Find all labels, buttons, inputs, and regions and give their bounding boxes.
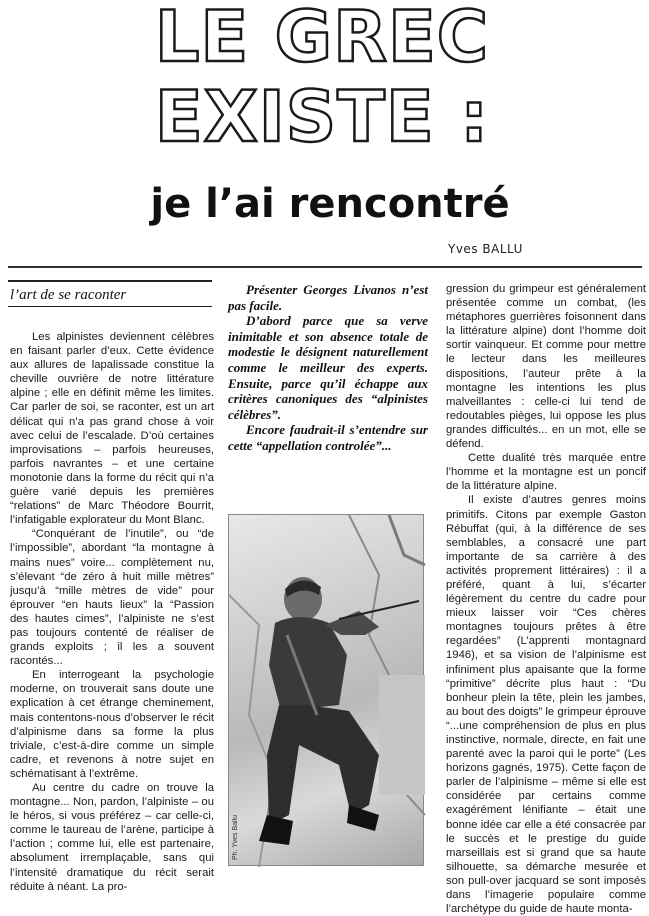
headline-line-1: LE GREC	[154, 0, 490, 78]
paragraph: Cette dualité très marquée entre l’homme et la montagne est un poncif de la littérature alpine.	[446, 452, 646, 493]
headline-line-2: EXISTE :	[154, 76, 490, 158]
article-intro	[228, 282, 428, 454]
paragraph: “Conquérant de l’inutile”, ou “de l’impossible”, abordant “la montagne à mains nues” voire... complètement nu, s’élevant “de zéro à huit mille mètres” jusqu’à “mille mètres de vide” pour éprouver “en hauts lieux” la “Passion des hautes cimes”, l’alpiniste ne s’est pas toujours contenté de réaliser de grands exploits ; il les a souvent racontés...	[10, 528, 214, 668]
paragraph: Il existe d’autres genres moins primitifs. Citons par exemple Gaston Rébuffat (qui, à la différence de ses semblables, a consacré une part importante de sa carrière à des activités proprement littéraires) : il a préféré, quant à lui, s’écarter légèrement du centre du cadre pour mieux laisser voir “Ces chères montagnes toujours prêtes à être regardées” (L’apprenti montagnard 1946), et sa vision de l’alpinisme est infiniment plus apaisante que la forme “primitive” décrite plus haut : “Du bonheur plein la tête, plein les jambes, au bout des doigts” le grimpeur éprouve “...une compréhension de plus en plus instinctive, normale, directe, en fait une parenté avec la paroi qui le porte” (Les horizons gagnés, 1975). Cette façon de parler de l’alpinisme – même si elle est considérée par certains comme exagérément lénifiante – était une bonne idée car elle a été consacrée par le succès et le prestige du guide marseillais est si grand que sa haute silhouette, sa démarche mesurée et son pull-over jacquard se sont imposés dans l’imagerie populaire comme l’archétype du guide de haute monta-	[446, 494, 646, 916]
author-byline: Yves BALLU	[448, 242, 523, 256]
subtitle: je l’ai rencontré	[150, 181, 510, 227]
intro-paragraph: D’abord parce que sa verve inimitable et son absence totale de modestie le désignent naturellement comme le meilleur des experts. Ensuite, parce qu’il échappe aux critères canoniques des “alpinistes célèbres”.	[228, 313, 428, 422]
section-rule-top	[8, 280, 212, 282]
paragraph: gression du grimpeur est généralement présentée comme un combat, (les métaphores guerrières foisonnent dans la littérature alpine) dont l’homme doit sortir vainqueur. Et comme pour mettre le lecteur dans les meilleures dispositions, l’auteur prête à la montagne les intentions les plus malveillantes : celle-ci lui tend de redoutables pièges, lui oppose les plus grandes difficultés... en un mot, elle se défend.	[446, 283, 646, 451]
paragraph: Au centre du cadre on trouve la montagne... Non, pardon, l’alpiniste – ou le héros, si vous préférez – car celle-ci, comme le taureau de l’arène, participe à l’action ; comme lui, elle est partenaire, absolument irremplaçable, sans qui l’intensité dramatique du récit serait réduite à néant. La pro-	[10, 782, 214, 893]
section-rule-bottom	[8, 306, 212, 307]
photo-credit: Ph. Yves Ballu	[232, 814, 239, 860]
intro-paragraph: Présenter Georges Livanos n’est pas facile.	[228, 282, 428, 313]
article-column-3	[446, 282, 646, 916]
section-heading: l’art de se raconter	[10, 287, 127, 303]
intro-paragraph: Encore faudrait-il s’entendre sur cette “appellation controlée”...	[228, 422, 428, 453]
article-column-1	[10, 330, 214, 894]
paragraph: En interrogeant la psychologie moderne, on trouverait sans doute une explication à cet étrange cheminement, mais contentons-nous d’observer le récit d’alpinisme dans sa forme la plus triviale, c’est-à-dire comme un simple cadre, et revenons à notre sujet en schématisant à l’extrême.	[10, 669, 214, 780]
climber-photo	[228, 514, 424, 866]
header-divider	[8, 266, 642, 268]
paragraph: Les alpinistes deviennent célèbres en faisant parler d’eux. Cette évidence aux allures de lapalissade constitue la cheville ouvrière de notre littérature alpine ; elle en définit même les limites. Car parler de soi, se raconter, est un art délicat qui n’a pas grand chose à voir avec celui de l’escalade. D’où certaines improvisations – parfois heureuses, parfois navrantes – et une certaine monotonie dans la forme du récit qui n’a guère varié depuis les premières “relations” de Marc Théodore Bourrit, l’infatigable explorateur du Mont Blanc.	[10, 331, 214, 527]
